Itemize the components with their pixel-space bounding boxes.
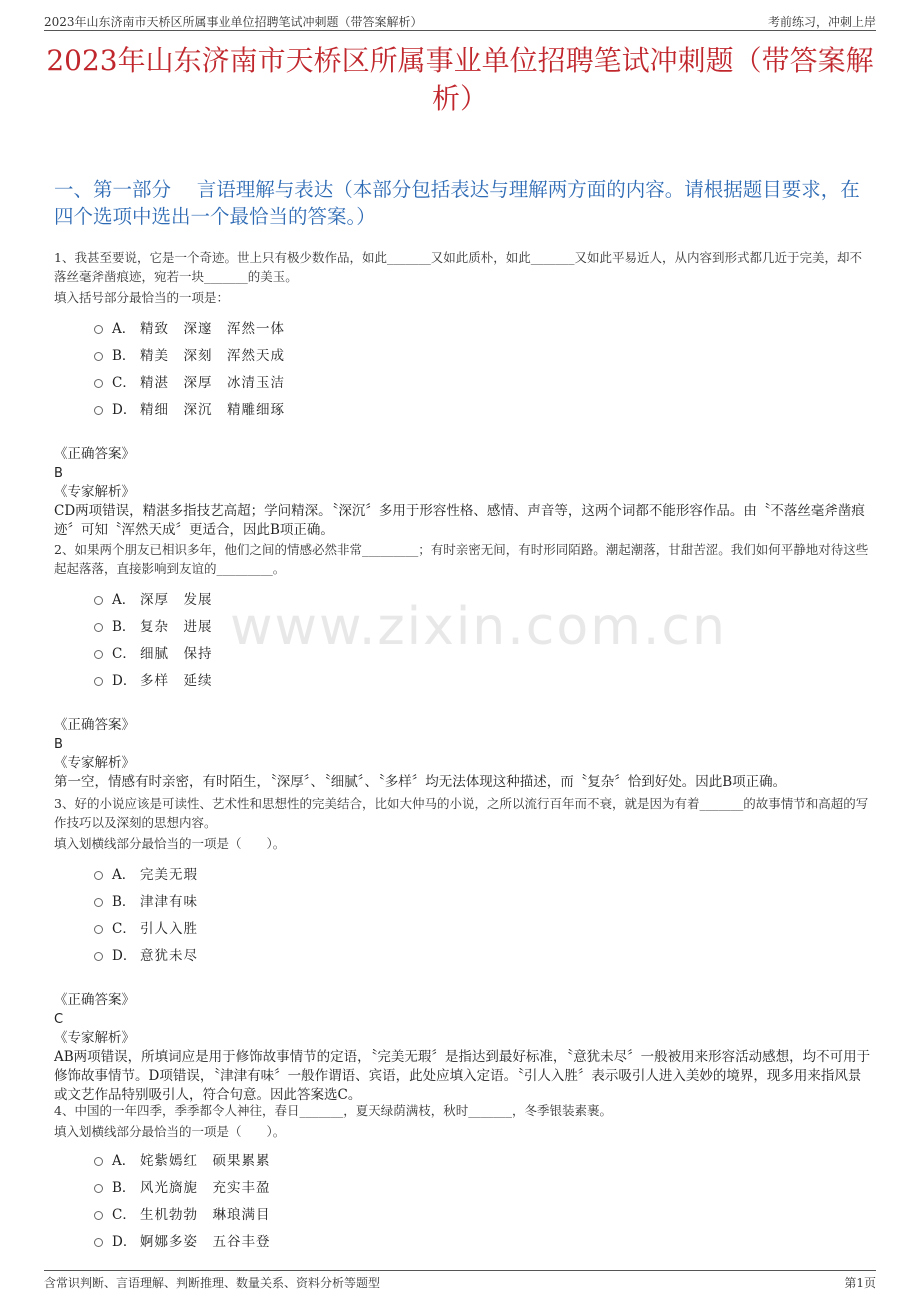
analysis-text: 第一空，情感有时亲密，有时陌生，〝深厚〞、〝细腻〞、〝多样〞均无法体现这种描述，而〝复杂〞恰到好处。因此B项正确。 [54, 774, 787, 790]
header-slogan: 考前练习，冲刺上岸 [767, 15, 876, 29]
answer-label: 《正确答案》 [54, 717, 135, 733]
section-heading: 一、第一部分 言语理解与表达（本部分包括表达与理解两方面的内容。请根据题目要求，在四个选项中选出一个最恰当的答案。） [54, 178, 860, 228]
option-letter: D． [112, 401, 137, 418]
option-letter: B． [112, 893, 136, 910]
option-letter: C． [112, 1206, 136, 1223]
answer-label: 《正确答案》 [54, 992, 135, 1008]
answer-value: B [54, 466, 63, 481]
option-c[interactable] [94, 913, 872, 940]
radio-button-icon[interactable] [94, 677, 103, 686]
option-a[interactable] [94, 859, 872, 886]
radio-button-icon[interactable] [94, 623, 103, 632]
option-letter: A． [112, 1152, 136, 1169]
page-header [44, 10, 876, 31]
option-letter: B． [112, 618, 136, 635]
answer-value: C [54, 1012, 64, 1027]
option-letter: A． [112, 866, 136, 883]
option-c[interactable] [94, 367, 872, 394]
analysis-label: 《专家解析》 [54, 1030, 135, 1046]
document-title: 2023年山东济南市天桥区所属事业单位招聘笔试冲刺题（带答案解析） [46, 44, 874, 115]
option-text: 完美无瑕 [140, 866, 198, 883]
option-a[interactable] [94, 584, 872, 611]
analysis-text: CD两项错误，精湛多指技艺高超；学问精深。〝深沉〞多用于形容性格、感情、声音等，这两个词都不能形容作品。由〝不落丝毫斧凿痕迹〞可知〝浑然天成〞更适合，因此B项正确。 [54, 503, 865, 538]
option-text: 复杂 进展 [140, 618, 213, 635]
option-letter: C． [112, 374, 136, 391]
header-doc-title: 2023年山东济南市天桥区所属事业单位招聘笔试冲刺题（带答案解析） [44, 15, 423, 29]
radio-button-icon[interactable] [94, 1211, 103, 1220]
page-number: 第1页 [844, 1276, 876, 1290]
answer-block [54, 991, 872, 1105]
question-instruction: 填入划横线部分最恰当的一项是（ ）。 [54, 1124, 286, 1139]
radio-button-icon[interactable] [94, 871, 103, 880]
option-letter: D． [112, 672, 137, 689]
option-text: 婀娜多姿 五谷丰登 [140, 1233, 271, 1250]
analysis-label: 《专家解析》 [54, 484, 135, 500]
radio-button-icon[interactable] [94, 379, 103, 388]
option-text: 精细 深沉 精雕细琢 [140, 401, 285, 418]
analysis-text: AB两项错误，所填词应是用于修饰故事情节的定语，〝完美无瑕〞是指达到最好标准，〝意犹未尽〞一般被用来形容活动感想，均不可用于修饰故事情节。D项错误，〝津津有味〞一般作谓语、宾语，此处应填入定语。〝引人入胜〞表示吸引人进入美妙的境界，现多用来指风景或文艺作品特别吸引人，符合句意。因此答案选C。 [54, 1049, 871, 1103]
radio-button-icon[interactable] [94, 650, 103, 659]
answer-value: B [54, 737, 63, 752]
option-letter: A． [112, 320, 136, 337]
option-a[interactable] [94, 1145, 872, 1172]
option-text: 深厚 发展 [140, 591, 213, 608]
option-letter: D． [112, 1233, 137, 1250]
page-footer [44, 1270, 876, 1293]
radio-button-icon[interactable] [94, 925, 103, 934]
question-instruction: 填入括号部分最恰当的一项是： [54, 290, 230, 305]
option-b[interactable] [94, 1172, 872, 1199]
option-text: 姹紫嫣红 硕果累累 [140, 1152, 271, 1169]
question-text: 2、如果两个朋友已相识多年，他们之间的情感必然非常_________；有时亲密无间，有时形同陌路。潮起潮落，甘甜苦涩。我们如何平静地对待这些起起落落，直接影响到友谊的_________。 [54, 542, 869, 576]
option-d[interactable] [94, 940, 872, 967]
option-c[interactable] [94, 1199, 872, 1226]
radio-button-icon[interactable] [94, 898, 103, 907]
radio-button-icon[interactable] [94, 406, 103, 415]
question-instruction: 填入划横线部分最恰当的一项是（ ）。 [54, 836, 286, 851]
answer-block [54, 445, 872, 540]
option-text: 多样 延续 [140, 672, 213, 689]
option-text: 津津有味 [140, 893, 198, 910]
option-a[interactable] [94, 313, 872, 340]
options-list [94, 584, 872, 692]
option-letter: C． [112, 645, 136, 662]
question-text: 1、我甚至要说，它是一个奇迹。世上只有极少数作品，如此_______又如此质朴，如此_______又如此平易近人，从内容到形式都几近于完美，却不落丝毫斧凿痕迹，宛若一块_______的美玉。 [54, 250, 862, 284]
option-letter: A． [112, 591, 136, 608]
radio-button-icon[interactable] [94, 1238, 103, 1247]
watermark: www.zixin.com.cn [230, 597, 727, 657]
option-d[interactable] [94, 394, 872, 421]
radio-button-icon[interactable] [94, 1157, 103, 1166]
option-text: 精致 深邃 浑然一体 [140, 320, 285, 337]
option-text: 引人入胜 [140, 920, 198, 937]
option-text: 细腻 保持 [140, 645, 213, 662]
radio-button-icon[interactable] [94, 1184, 103, 1193]
option-text: 精湛 深厚 冰清玉洁 [140, 374, 285, 391]
question-text: 4、中国的一年四季，季季都令人神往，春日_______，夏天绿荫满枝，秋时_______，冬季银装素裹。 [54, 1103, 612, 1118]
options-list [94, 313, 872, 421]
option-b[interactable] [94, 340, 872, 367]
footer-topics: 含常识判断、言语理解、判断推理、数量关系、资料分析等题型 [44, 1276, 381, 1290]
option-letter: B． [112, 1179, 136, 1196]
answer-label: 《正确答案》 [54, 446, 135, 462]
option-text: 风光旖旎 充实丰盈 [140, 1179, 271, 1196]
radio-button-icon[interactable] [94, 325, 103, 334]
question-3 [54, 794, 872, 1105]
option-text: 意犹未尽 [140, 947, 198, 964]
question-1 [54, 248, 872, 540]
option-b[interactable] [94, 611, 872, 638]
radio-button-icon[interactable] [94, 952, 103, 961]
radio-button-icon[interactable] [94, 352, 103, 361]
radio-button-icon[interactable] [94, 596, 103, 605]
option-letter: D． [112, 947, 137, 964]
option-c[interactable] [94, 638, 872, 665]
options-list [94, 859, 872, 967]
question-4 [54, 1101, 872, 1253]
option-letter: C． [112, 920, 136, 937]
option-letter: B． [112, 347, 136, 364]
analysis-label: 《专家解析》 [54, 755, 135, 771]
question-text: 3、好的小说应该是可读性、艺术性和思想性的完美结合，比如大仲马的小说，之所以流行百年而不衰，就是因为有着_______的故事情节和高超的写作技巧以及深刻的思想内容。 [54, 796, 869, 830]
option-b[interactable] [94, 886, 872, 913]
question-2 [54, 540, 872, 792]
option-d[interactable] [94, 1226, 872, 1253]
answer-block [54, 716, 872, 792]
option-text: 生机勃勃 琳琅满目 [140, 1206, 271, 1223]
option-text: 精美 深刻 浑然天成 [140, 347, 285, 364]
option-d[interactable] [94, 665, 872, 692]
options-list [94, 1145, 872, 1253]
